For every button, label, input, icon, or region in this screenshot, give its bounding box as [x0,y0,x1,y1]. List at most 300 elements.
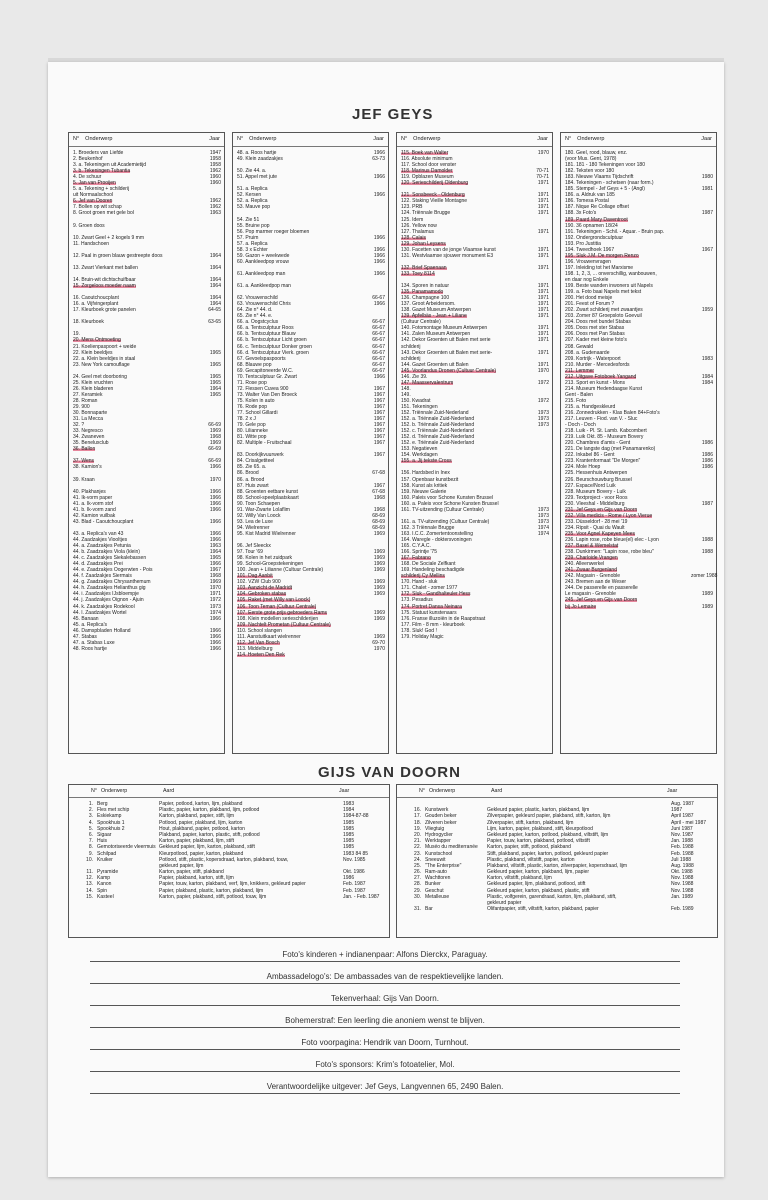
item-year: 1966 [209,627,221,634]
item-subject: 41. a. Ik-vorm stof [73,500,114,507]
table-row [69,894,389,900]
item-materials: Zilverpapier, gekleurd papier, plakband, stift, karton, lijm [487,813,611,820]
doorn-header [397,785,717,798]
item-subject: 120. Serieschilderij Oldenburg [401,180,468,187]
item-subject: Kasteel [97,893,114,900]
list-item [73,646,221,652]
item-subject: 71. Rose pop [237,379,267,386]
item-subject: 160. Paleis voor Schone Kunsten Brussel [401,494,493,501]
item-subject: 16. Caoutchoucplant [73,295,119,302]
nr-header: N° [565,136,572,143]
list-item [401,634,549,640]
item-subject: 82. Multiple - Fruitschaal [237,440,292,447]
item-subject: 222. Inkabel 86 - Gent [565,452,615,459]
item-year: 1967 [373,403,385,410]
item-subject: 173. Pesadius [401,597,433,604]
doorn-table-left [68,784,390,938]
item-subject: 108. Klein modellen serieschilderijen [237,615,319,622]
item-year: 1989 [701,591,713,598]
item-subject: 49. Klein zaadzakjes [237,156,283,163]
item-subject: 91. War-Zwarte Lolaflim [237,506,290,513]
nr-header: N° [91,787,97,794]
item-year: 1988 [701,549,713,556]
item-subject: 193. Pro Justitia [565,240,601,247]
item-subject: schilderij Cy Mellins [401,573,445,580]
item-subject: 176. Franse illuzoiën in de Raapstraat [401,615,486,622]
item-year: 1969 [373,591,385,598]
item-subject: 63. Vrouwenschild Chris [237,301,291,308]
item-subject: 133. Toey 8114 [401,270,435,277]
item-subject: 44. j. Zaadzakjes Oignon - Ajuin [73,597,144,604]
item-subject: 3. b. Tekeningen Tubantia [73,168,131,175]
item-subject: 68. Blauwe pop [237,361,272,368]
item-subject: 89. School-speelplaatskaart [237,494,299,501]
item-number: 29. [414,887,421,894]
item-subject: 159. Nieuwe Galerie [401,488,447,495]
item-year: 1969 [373,555,385,562]
credit-line [90,1050,680,1072]
item-subject: 212. Uitgave Fotoboek Yangand [565,373,637,380]
item-year: 1973 [209,603,221,610]
item-subject: 124. Triënnale Brugge [401,210,451,217]
item-year: 66-69 [208,458,221,465]
item-date: 1985 [343,831,355,838]
item-subject: 95. Kist Madrid Wielrenner [237,530,296,537]
item-year: 1967 [373,422,385,429]
item-year: 1966 [209,506,221,513]
item-year: 66-67 [372,349,385,356]
item-year: 1971 [537,228,549,235]
item-number: 20. [414,831,421,838]
item-year: 1971 [537,313,549,320]
item-subject: 202. Zwart schilderij met zwaantjes [565,307,643,314]
item-subject: 66. b. Tentsculptuur Blauw [237,331,296,338]
item-subject: 174. Portret Dansa Neinara [401,603,462,610]
item-year: 1986 [701,452,713,459]
item-subject: 223. Krantenformaat "De Morgen" [565,458,641,465]
item-date: Feb. 1988 [671,850,694,857]
item-date: Aug. 1988 [671,862,694,869]
item-subject: 106. Toon Teman (Cultuur Centrale) [237,603,317,610]
item-subject: 41. Ik-vorm paper [73,494,113,501]
item-date: Aug. 1987 [671,801,694,807]
item-subject: 189. Paard Mary Daventroot [565,216,628,223]
item-subject: 162. 3 Triënnale Brugge [401,524,455,531]
item-subject: 199. a. Foto baai Napels met tekst [565,289,642,296]
item-year: 1974 [537,530,549,537]
item-subject: 30. Bonnaparte [73,410,108,417]
item-date: 1985 [343,844,355,851]
item-subject: 235. Voor Agnel Kapeyen Mees [565,530,636,537]
geys-rows [561,147,716,610]
geys-rows [233,147,388,658]
item-date: Jan. - Feb. 1987 [343,893,380,900]
doorn-rows [397,798,717,912]
item-date: 1985 [343,825,355,832]
item-year: 1970 [209,476,221,483]
item-subject: 224. Mole Hoep [565,464,601,471]
item-year: 1968 [373,494,385,501]
item-subject: 182. Teksten voor 180 [565,168,615,175]
item-year: 1966 [209,639,221,646]
item-subject: 132. Brief Spaenaan [401,264,447,271]
credit-text: Foto voorpagina: Hendrik van Doorn, Turnhout. [301,1038,469,1047]
item-number: 7. [88,838,93,845]
item-subject: 229. Textproject - voor Roos [565,494,628,501]
item-subject: 92. Willy Van Loock [237,512,281,519]
item-subject: 239. Charloide Vrangen [565,555,618,562]
nr-header: N° [73,136,80,143]
item-year: 66-67 [372,331,385,338]
item-subject: 34. Zwaneven [73,434,105,441]
item-subject: 44. Zaadzakjes Viooltjes [73,537,128,543]
item-materials: Gekleurd papier, lijm, plakband, potlood, stift [487,881,586,888]
item-subject: 204. Doos met bundel Stabas [565,319,631,326]
item-year: 1973 [537,422,549,429]
item-year: 66-67 [372,361,385,368]
item-subject: 167. Fabrano [401,555,431,562]
item-subject: Huis [97,838,108,845]
item-subject: 97. Tour '69 [237,549,263,556]
item-subject: 98. Kolen in het zuidpark [237,555,293,562]
item-year: 1967 [373,410,385,417]
item-year: 1959 [701,307,713,314]
item-year: 1964 [209,549,221,556]
item-subject: 86. Brood [237,470,259,477]
item-date: April 1987 [671,813,694,820]
item-number: 27. [414,875,421,882]
kind-header: Aard [163,787,175,794]
item-subject: 11. Handschoen [73,240,110,247]
item-date: Nov. 1987 [671,831,694,838]
item-subject: 161. a. TV-uitzending (Cultuur Centrale) [401,518,490,525]
year-header: Jaar [373,136,384,143]
item-subject: Eskiekamp [97,813,122,820]
item-year: 1970 [537,150,549,156]
item-subject: Gouden beker [425,813,457,820]
item-subject: 53. Mauve pop [237,204,271,211]
item-date: Feb. 1987 [343,887,366,894]
item-subject: 33. Negresco [73,428,103,435]
item-subject: Wachttoren [425,875,451,882]
item-year: 1969 [209,440,221,447]
item-year: 1966 [209,494,221,501]
item-year: 1964 [209,385,221,392]
item-year: 1964 [209,283,221,290]
item-subject: 44. k. Zaadzakjes Rodekool [73,603,135,610]
item-year: 1965 [209,555,221,562]
item-year: 63-73 [372,156,385,163]
item-year: 1987 [701,500,713,507]
item-materials: gekleurd papier [487,900,522,906]
item-subject: 14. Bruin-wit dichtschuifbaar [73,276,136,283]
item-subject: 147. Maasservalentrum [401,379,454,386]
item-year: 1964 [209,264,221,271]
item-year: 1971 [537,264,549,271]
item-subject: 35. Beneluxclub [73,440,109,447]
item-date: Jan. 1989 [671,893,693,900]
item-subject: 142. Dekor Groenten uit Balen met serie [401,337,491,344]
item-subject: Bar [425,906,433,913]
column-header [397,133,552,147]
item-date: Nov. 1985 [343,856,366,863]
item-year: 1981 [701,186,713,193]
item-subject: 211. Lemmer [565,367,595,374]
item-subject: 94. Wielrenner [237,524,270,531]
item-subject: 36. Ballon [73,446,96,453]
item-subject: 66. a. Tentsculptuur Roos [237,325,294,332]
item-subject: en daar nog Enkele [565,276,609,283]
credit-line [90,940,680,962]
item-subject: 170. Hand - sluk [401,579,438,586]
item-number: 11. [86,869,93,876]
item-materials: Papier, potlood, karton, lijm, plakband [159,801,243,807]
item-year: 1966 [209,530,221,537]
item-materials: Plastic, papier, karton, plakband, lijm, potlood [159,807,260,814]
item-subject: 228. Museum Bovery - Luik [565,488,626,495]
item-subject: 5. Jan van Prooijen [73,180,116,187]
item-subject: 138. Gazet Museum Antwerpen [401,307,472,314]
item-materials: Papier, touw, karton, plakband, potlood, viltstift [487,838,590,845]
section-title: GIJS VAN DOORN [318,764,461,781]
item-number: 1. [88,801,93,807]
item-subject: 216. Zonnedrukken - Klas Balen 84+Foto's [565,410,660,417]
item-year: 1966 [373,150,385,156]
item-subject: schilderij [401,343,421,350]
item-year: 1969 [373,615,385,622]
item-year: 1989 [701,603,713,610]
item-date: Feb. 1987 [343,881,366,888]
item-year: 1969 [373,561,385,568]
item-subject: 140. Fotomontage Museum Antwerpen [401,325,488,332]
item-subject: 196. Vrouwenvragen [565,258,611,265]
item-date: Jan. 1988 [671,838,693,845]
item-subject: 206. Doos met Pan Stabas [565,331,625,338]
item-year: 1967 [373,440,385,447]
item-year: 1967 [373,434,385,441]
item-date: Juni 1987 [671,825,693,832]
item-year: 1973 [537,512,549,519]
item-year: 1969 [373,609,385,616]
item-subject: 26. Klein bladeren [73,385,114,392]
item-subject: 221. De langste dag (met Panamarenko) [565,446,656,453]
item-subject: 158. Kunst als kritiek [401,482,448,489]
item-date: Nov. 1988 [671,875,694,882]
item-subject: 111. Aanstuitkaart wielrenner [237,633,301,640]
item-subject: 113. Middelburg [237,645,273,652]
item-subject: 18. Kleurboek [73,319,104,326]
item-subject: Sneeuwit [425,856,446,863]
item-year: 1971 [537,198,549,205]
item-subject: 29. 900 [73,403,90,410]
item-materials: Plakband, viltstift, plastic, karton, zilverpapier, kopersdraad, lijm [487,862,628,869]
item-subject: 244. De passerelle en passerelle [565,585,638,592]
item-subject: Metalleuse [425,893,450,900]
item-subject: Kruiker [97,856,113,863]
item-year: 66-67 [372,355,385,362]
item-year: 66-67 [372,319,385,326]
item-subject: 21. Koelienpaspoort + weide [73,343,137,350]
item-year: 1972 [209,597,221,604]
item-subject: 186. a. Aldruk van 185 [565,192,615,199]
item-subject: (Cultuur Centrale) [401,319,441,326]
item-date: Juli 1988 [671,856,692,863]
item-subject: 127. Thalamus [401,228,434,235]
item-year: 1966 [373,258,385,265]
item-subject: 236. Lapin rose, robe bleue(el) elec - Lyon [565,537,659,543]
item-materials: Karton, viltstift, plakband, lijm [487,875,552,882]
item-subject: 85. Zie 65. a. [237,464,267,471]
item-subject: 240. Alleenwerkel [565,561,605,568]
item-subject: Muséo du mediterranée [425,844,478,851]
list-item [237,652,385,658]
item-subject: 119. Opblazen Museum [401,174,454,181]
item-subject: 164. Waregle - doktersvoningen [401,537,472,543]
item-number: 25. [414,862,421,869]
item-subject: 64. Zie n° 44. d. [237,307,273,314]
item-subject: 237. Basel & Wemelstat [565,543,619,550]
item-materials: Papier, plakband, karton, stift, lijm [159,875,234,882]
item-subject: 31. La Mecca [73,416,104,423]
item-subject: 62. Vrouwenschild [237,295,278,302]
item-materials: Potlood, stift, plastic, kopersdraad, karton, plakband, touw, [159,856,289,863]
item-date: Okt. 1988 [671,869,693,876]
item-year: 1967 [701,246,713,253]
item-year: 1973 [537,410,549,417]
item-subject: 44. g. Zaadzakjes Chrysanthemum [73,579,151,586]
item-year: 1964 [209,295,221,302]
item-date: April - mei 1987 [671,819,707,826]
geys-column-4 [560,132,717,754]
item-subject: 165. C.Y.A.C. [401,543,431,550]
item-year: 1958 [209,162,221,169]
item-year: 1965 [209,373,221,380]
item-materials: Karton, papier, stift, plakband [159,869,224,876]
item-year: 1971 [537,289,549,296]
item-year: 1973 [537,506,549,513]
item-number: 17. [414,813,421,820]
item-date: Feb. 1988 [671,844,694,851]
item-subject: 4. De schuur [73,174,102,181]
item-year: 68-69 [372,524,385,531]
item-year: 1969 [209,579,221,586]
item-subject: 104. Gebroken stabas [237,591,287,598]
item-date: 1986 [343,875,355,882]
item-year: 64-65 [208,307,221,314]
item-year: 1968 [373,506,385,513]
item-subject: 151. Tekeningen [401,403,438,410]
item-subject: schilderij [401,355,421,362]
item-year: 1971 [537,331,549,338]
item-subject: 17. Kleurboek grote panelen [73,307,136,314]
item-number: 9. [88,850,93,857]
year-header: Jaar [537,136,548,143]
item-subject: 220. Chambres d'amis - Gent [565,440,631,447]
item-subject: 44. b. Zaadzakjes Viola (klein) [73,549,140,556]
item-date: 1984 [343,807,355,814]
item-year: 1966 [209,645,221,652]
item-subject: 66. b. Tentsculptuur Licht groen [237,337,307,344]
item-year: 1974 [209,609,221,616]
item-subject: 81. Witte pop [237,434,267,441]
item-year: 1970 [373,645,385,652]
item-subject: Berg [97,801,108,807]
item-year: 1969 [373,549,385,556]
item-year: 1967 [373,428,385,435]
item-subject: 84. Crisalgetiteel [237,458,275,465]
item-materials: Lijm, karton, papier, plakband, stift, kleurpotlood [487,825,593,832]
item-year: 1988 [701,537,713,543]
item-year: 1964 [209,301,221,308]
item-year: 1984 [701,373,713,380]
item-year: 1971 [537,252,549,259]
item-subject: 101. Dag Aanbit [237,573,273,580]
item-year: 1966 [373,246,385,253]
item-year: 69-70 [372,639,385,646]
item-subject: 44. f. Zaadzakjes Siermais [73,573,132,580]
item-year: 1983 [701,355,713,362]
item-subject: 1. Broeders van Liefde [73,150,124,156]
item-subject: 107. Eerste grote prijs gebroeders Rams [237,609,328,616]
item-subject: 44. d. Zaadzakjes Prei [73,561,123,568]
item-materials: Gekleurd papier, plastic, karton, plakband, lijm [487,807,590,814]
item-subject: 57. Pruim [237,234,259,241]
item-subject: 203. Zomer 87 Groepsloto Goevuil [565,313,642,320]
year-header: Jaar [339,787,350,794]
item-year: 1967 [373,397,385,404]
item-materials: Karton, papier, stift, potlood, plakband [487,844,571,851]
item-subject: 188. 3x Foto's [565,210,597,217]
item-number: 2. [88,807,93,814]
item-year: 1971 [537,307,549,314]
item-materials: Potlood, papier, plakband, lijm, karton [159,819,243,826]
item-subject: 58. 3 x Echter [237,246,268,253]
item-subject: 135. Panamamodo [401,289,444,296]
item-year: 66-67 [372,367,385,374]
item-subject: 5. a. Tekening + schilderij [73,186,130,193]
item-year: 1965 [209,361,221,368]
item-year: 1966 [209,561,221,568]
item-subject: 208. a. Gudenaarde [565,349,610,356]
item-year: 1967 [209,567,221,574]
item-subject: 50. Zie 44. a. [237,168,267,175]
item-number: 12. [86,875,93,882]
item-subject: 213. Sport en kunst - Mons [565,379,626,386]
item-year: 1984 [701,379,713,386]
item-subject: 96. Jef Sleeckx [237,543,271,550]
item-subject: 186. Tomesa Postal [565,198,609,205]
year-header: Jaar [209,136,220,143]
item-subject: 65. Zie n° 44. e. [237,313,273,320]
item-subject: 243. Bremen aan de Weser [565,579,627,586]
item-subject: 241. Zwaar Burgenland [565,567,617,574]
item-subject: Sigaar [97,831,112,838]
item-subject: 190. 36 opnamen 18/24 [565,222,618,229]
item-number: 26. [414,869,421,876]
item-date: Nov. 1988 [671,881,694,888]
credit-text: Foto's kinderen + indianenpaar: Alfons Dierckx, Paraguay. [282,950,488,959]
item-subject: 205. Doos met ster Stabas [565,325,625,332]
item-subject: 129. Johan Leysens [401,240,446,247]
item-year: 1971 [209,591,221,598]
item-subject: 118. Marinus Damolder [401,168,453,175]
year-header: Jaar [667,787,678,794]
item-subject: 87. Huis zwart [237,482,269,489]
item-subject: Gent - Balen [565,391,594,398]
credit-text: Ambassadelogo's: De ambassades van de respektievelijke landen. [266,972,504,981]
nr-header: N° [237,136,244,143]
item-year: 1947 [209,150,221,156]
